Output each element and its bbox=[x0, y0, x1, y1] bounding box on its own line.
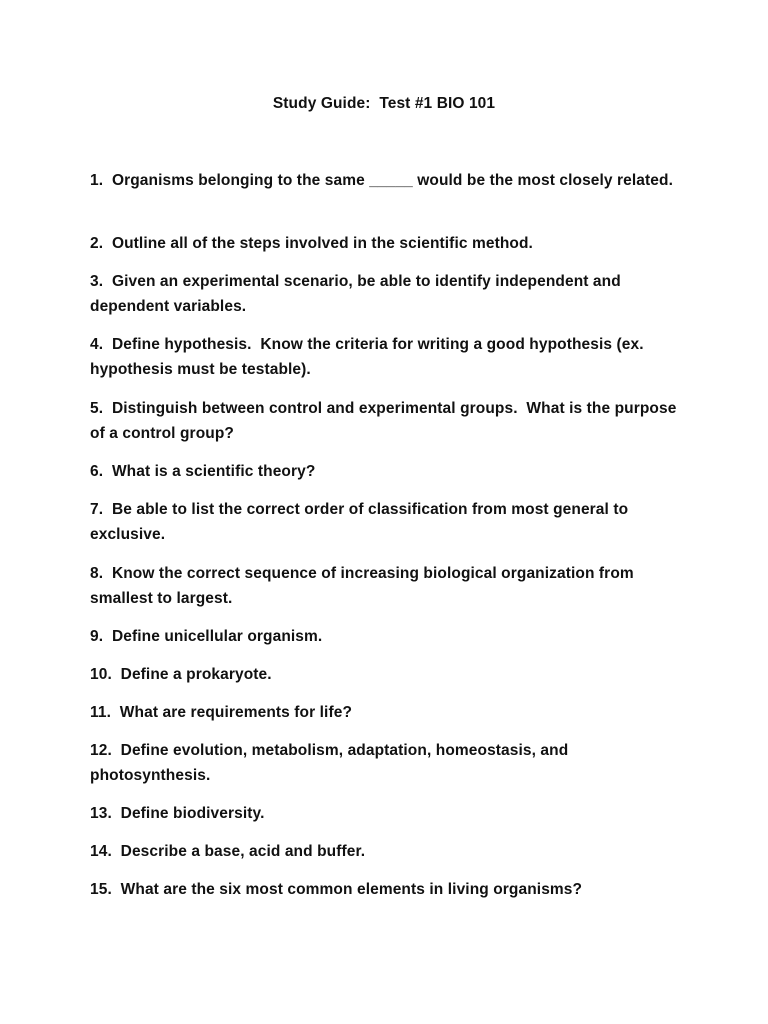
question-item: 7. Be able to list the correct order of classification from most general to exclusive. bbox=[90, 501, 633, 543]
question-item: 15. What are the six most common elements in living organisms? bbox=[90, 881, 583, 898]
question-item: 4. Define hypothesis. Know the criteria for writing a good hypothesis (ex. hypothesis must be testable). bbox=[90, 336, 649, 378]
question-item: 9. Define unicellular organism. bbox=[90, 628, 323, 645]
question-item: 12. Define evolution, metabolism, adaptation, homeostasis, and photosynthesis. bbox=[90, 742, 573, 784]
question-item: 13. Define biodiversity. bbox=[90, 805, 265, 822]
question-item: 6. What is a scientific theory? bbox=[90, 463, 316, 480]
question-item: 14. Describe a base, acid and buffer. bbox=[90, 843, 366, 860]
question-item: 5. Distinguish between control and experimental groups. What is the purpose of a control group? bbox=[90, 400, 681, 442]
page-title: Study Guide: Test #1 BIO 101 bbox=[272, 95, 496, 112]
question-item: 3. Given an experimental scenario, be able to identify independent and dependent variables. bbox=[90, 273, 626, 315]
question-item: 10. Define a prokaryote. bbox=[90, 666, 272, 683]
question-item: 8. Know the correct sequence of increasing biological organization from smallest to largest. bbox=[90, 565, 639, 607]
question-item: 2. Outline all of the steps involved in the scientific method. bbox=[90, 235, 533, 252]
question-item: 1. Organisms belonging to the same _____ would be the most closely related. bbox=[90, 172, 673, 189]
question-item: 11. What are requirements for life? bbox=[90, 704, 353, 721]
